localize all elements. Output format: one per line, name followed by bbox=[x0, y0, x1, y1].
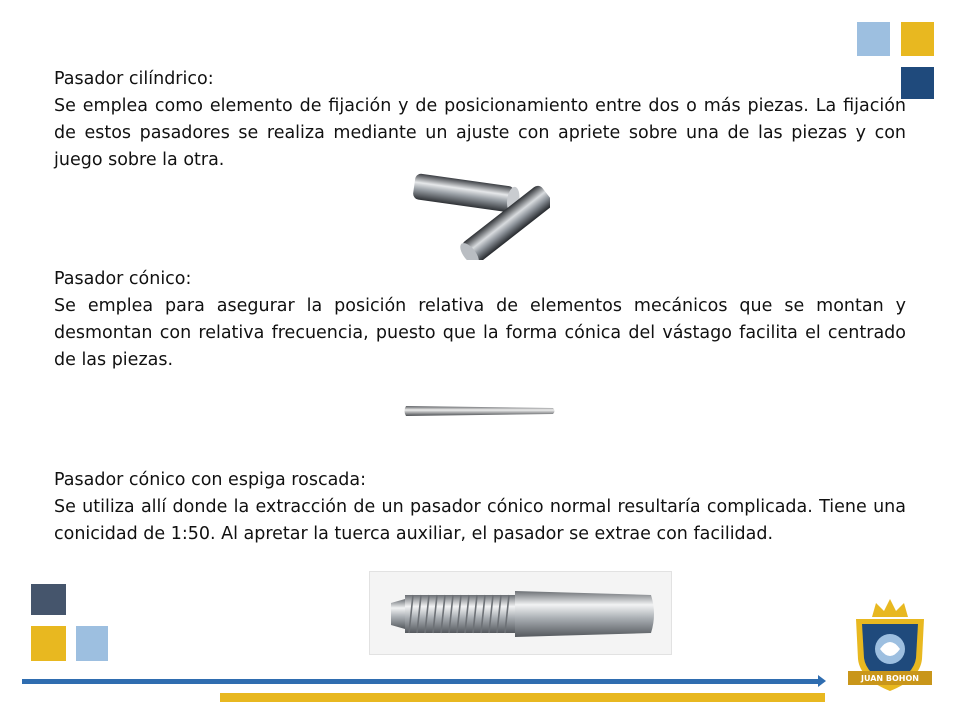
footer-bar-gold bbox=[220, 693, 825, 702]
footer-bar-blue bbox=[22, 679, 822, 684]
cylinder-pin-1 bbox=[412, 173, 521, 213]
section-threaded-conical-pin bbox=[54, 467, 906, 548]
section-title: Pasador cilíndrico: bbox=[54, 69, 214, 89]
footer-arrow-icon bbox=[818, 675, 826, 687]
cylindrical-pins-image bbox=[410, 165, 550, 260]
decor-square-gold-bottom bbox=[31, 626, 66, 661]
decor-square-light-blue-top bbox=[857, 22, 890, 56]
decor-square-slate-bottom bbox=[31, 584, 66, 615]
section-body: Se emplea para asegurar la posición relativa de elementos mecánicos que se montan y desmontan con relativa frecuencia, puesto que la forma cónica del vástago facilita el centrado de las piezas. bbox=[54, 296, 906, 370]
conical-pin-image bbox=[403, 402, 558, 420]
threaded-conical-pin-image bbox=[369, 571, 672, 655]
section-body: Se emplea como elemento de fijación y de posicionamiento entre dos o más piezas. La fijación de estos pasadores se realiza mediante un ajuste con apriete sobre una de las piezas y con juego sobre la otra. bbox=[54, 96, 906, 170]
decor-square-gold-top bbox=[901, 22, 934, 56]
decor-square-light-blue-bottom bbox=[76, 626, 108, 661]
section-title: Pasador cónico con espiga roscada: bbox=[54, 470, 367, 490]
section-body: Se utiliza allí donde la extracción de un pasador cónico normal resultaría complicada. Tiene una conicidad de 1:50. Al apretar la tuerca auxiliar, el pasador se extrae con facilidad. bbox=[54, 497, 906, 544]
crown-icon bbox=[872, 599, 908, 617]
section-cylindrical-pin bbox=[54, 66, 906, 174]
logo-text: JUAN BOHON bbox=[861, 674, 919, 683]
juan-bohon-logo bbox=[842, 597, 938, 701]
section-title: Pasador cónico: bbox=[54, 269, 192, 289]
section-conical-pin bbox=[54, 266, 906, 374]
